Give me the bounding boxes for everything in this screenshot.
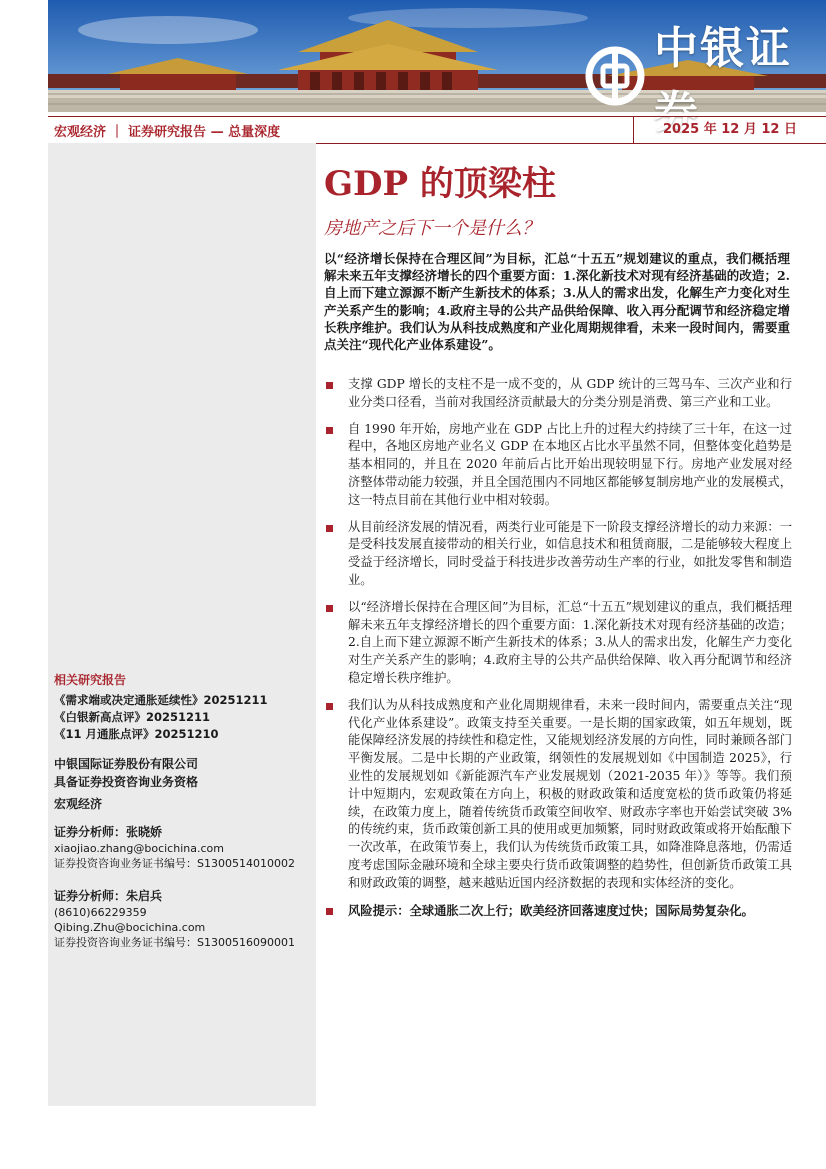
bullet-square-icon (326, 908, 333, 915)
analyst-card (54, 887, 314, 950)
analyst-email[interactable]: xiaojiao.zhang@bocichina.com (54, 842, 224, 855)
report-subtitle: 房地产之后下一个是什么？ (324, 218, 540, 239)
analyst-phone: (8610)66229359 (54, 906, 147, 919)
list-item (324, 376, 792, 412)
related-report-link[interactable]: 《需求端或决定通胀延续性》20251211 (54, 693, 268, 707)
analyst-email[interactable]: Qibing.Zhu@bocichina.com (54, 921, 206, 934)
report-category: 宏观经济 ｜ 证券研究报告 — 总量深度 (54, 125, 281, 140)
risk-warning (324, 902, 792, 920)
bullet-text: 从目前经济发展的情况看，两类行业可能是下一阶段支撑经济增长的动力来源：一是受科技发展直接带动的相关行业，如信息技术和租赁商服，二是能够较大程度上受益于经济增长，同时受益于科技进步改善劳动生产率的行业，如批发零售和制造业。 (348, 519, 792, 587)
bullet-square-icon (326, 703, 333, 710)
key-points-list (324, 376, 792, 928)
firm-name: 中银国际证券股份有限公司 (54, 757, 199, 771)
bullet-square-icon (326, 427, 333, 434)
bullet-text: 我们认为从科技成熟度和产业化周期规律看，未来一段时间内，需要重点关注“现代化产业体系建设”。政策支持至关重要。一是长期的国家政策，如五年规划，既能保障经济发展的持续性和稳定性，又能规划经济发展的方向性，同时兼顾各部门平衡发展。二是中长期的产业政策，纲领性的发展规划如《中国制造 2025》，行业性的发展规划如《新能源汽车产业发展规划（2021-2035 年）》等等。我们预计中短期内，宏观政策在方向上，积极的财政政策和适度宽松的货币政策仍将延续，在政策力度上，随着传统货币政策空间收窄、财政赤字率也开始尝试突破 3%的传统约束，货币政策创新工具的使用或更加频繁，同时财政政策或将开始酝酿下一次改革，在政策节奏上，我们认为传统货币政策工具，如降准降息落地，仍需适度考虑国际金融环境和全球主要央行货币政策调整的趋势性，但创新货币政策工具和财政政策的调整，越来越贴近国内经济数据的表现和实体经济的变化。 (348, 697, 792, 890)
bullet-square-icon (326, 525, 333, 532)
bullet-square-icon (326, 382, 333, 389)
sector-label: 宏观经济 (54, 797, 103, 811)
brand-name: 中银证券 (654, 23, 792, 138)
related-reports (54, 671, 312, 743)
list-item (324, 697, 792, 893)
bank-of-china-logo-icon (586, 47, 644, 105)
bullet-text: 自 1990 年开始，房地产业在 GDP 占比上升的过程大约持续了三十年，在这一过程中，各地区房地产业名义 GDP 在本地区占比水平虽然不同，但整体变化趋势是基本相同的，并且在 2020 年前后占比开始出现较明显下行。房地产业发展对经济整体带动能力较强，并且全国范围内不同地区都能够复制房地产业的发展模式，这一特点目前在其他行业中相对较弱。 (348, 421, 792, 507)
bullet-square-icon (326, 605, 333, 612)
report-title: GDP 的顶梁柱 (324, 164, 556, 204)
bullet-text: 以“经济增长保持在合理区间”为目标，汇总“十五五”规划建议的重点，我们概括理解未来五年支撑经济增长的四个重要方面：1.深化新技术对现有经济基础的改造；2.自上而下建立源源不断产生新技术的体系；3.从人的需求出发，化解生产力变化对生产关系产生的影响；4.政府主导的公共产品供给保障、收入再分配调节和经济稳定增长秩序维护。 (348, 599, 792, 685)
sidebar (48, 143, 316, 1106)
risk-text: 风险提示：全球通胀二次上行；欧美经济回落速度过快；国际局势复杂化。 (348, 902, 754, 918)
list-item (324, 421, 792, 510)
firm-qualification: 具备证券投资咨询业务资格 (54, 775, 199, 789)
report-summary: 以“经济增长保持在合理区间”为目标，汇总“十五五”规划建议的重点，我们概括理解未来五年支撑经济增长的四个重要方面：1.深化新技术对现有经济基础的改造；2.自上而下建立源源不断产生新技术的体系；3.从人的需求出发，化解生产力变化对生产关系产生的影响；4.政府主导的公共产品供给保障、收入再分配调节和经济稳定增长秩序维护。我们认为从科技成熟度和产业化周期规律看，未来一段时间内，需要重点关注“现代化产业体系建设”。 (324, 251, 790, 353)
analyst-cert: 证券投资咨询业务证书编号：S1300516090001 (54, 936, 295, 949)
analyst-card (54, 823, 314, 871)
analyst-cert: 证券投资咨询业务证书编号：S1300514010002 (54, 857, 295, 870)
related-reports-title: 相关研究报告 (54, 673, 127, 687)
related-report-link[interactable]: 《白银新高点评》20251211 (54, 710, 211, 724)
analyst-name: 证券分析师：朱启兵 (54, 889, 163, 903)
analyst-name: 证券分析师：张晓娇 (54, 825, 163, 839)
report-date: 2025 年 12 月 12 日 (633, 117, 826, 143)
category-bar (48, 116, 826, 144)
bullet-text: 支撑 GDP 增长的支柱不是一成不变的，从 GDP 统计的三驾马车、三次产业和行业分类口径看，当前对我国经济贡献最大的分类分别是消费、第三产业和工业。 (348, 377, 792, 409)
list-item (324, 519, 792, 590)
firm-info (54, 755, 198, 791)
related-report-link[interactable]: 《11 月通胀点评》20251210 (54, 727, 219, 741)
list-item (324, 599, 792, 688)
